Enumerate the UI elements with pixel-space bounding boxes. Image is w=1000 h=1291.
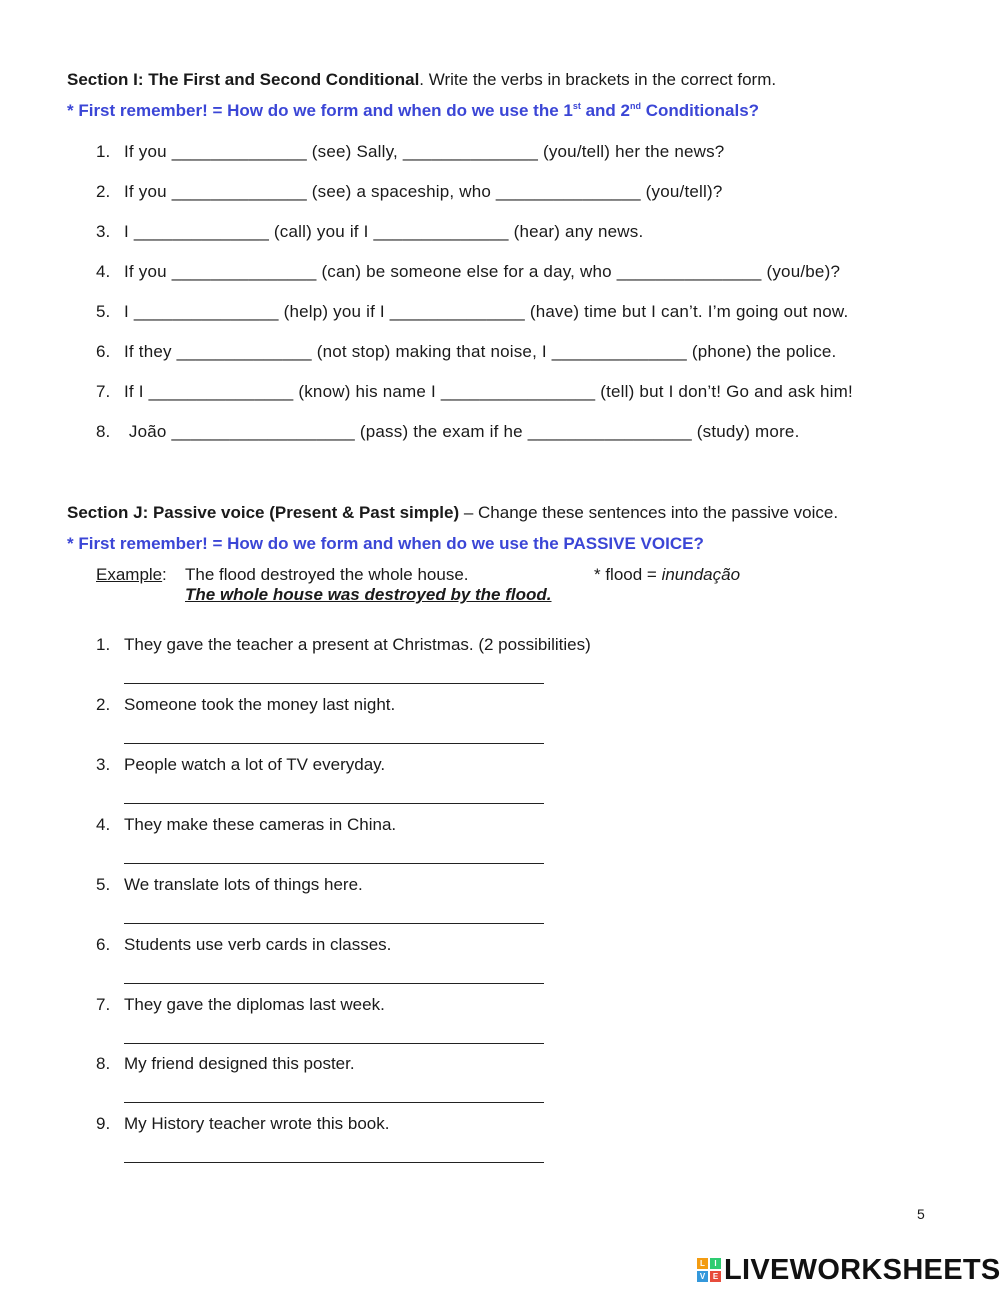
passive-item [96,695,395,715]
passive-item [96,1054,355,1074]
reminder-text: and 2 [580,101,630,120]
section-i-heading [67,70,776,90]
logo-block: E [710,1271,721,1282]
item-text: They gave the diplomas last week. [124,995,385,1014]
item-number: 9. [96,1114,111,1133]
example-sentence: The flood destroyed the whole house. [185,565,469,584]
conditional-item[interactable] [96,342,836,362]
passive-item [96,875,363,895]
page-number: 5 [917,1206,925,1222]
item-number: 8. [96,1054,111,1073]
answer-line[interactable] [124,1162,544,1163]
item-text: Someone took the money last night. [124,695,396,714]
logo-block: V [697,1271,708,1282]
item-number: 8. [96,422,111,441]
conditional-item[interactable] [96,222,643,242]
example-note [594,565,740,585]
passive-item [96,1114,389,1134]
item-number: 1. [96,635,111,654]
conditional-item[interactable] [96,422,800,442]
reminder-sup: nd [630,101,641,111]
item-number: 5. [96,875,111,894]
logo-block: L [697,1258,708,1269]
item-number: 7. [96,382,111,401]
item-number: 3. [96,222,111,241]
answer-line[interactable] [124,863,544,864]
example-colon: : [162,565,167,584]
conditional-item[interactable] [96,142,724,162]
logo-blocks-icon [697,1258,721,1282]
reminder-sup: st [572,101,581,111]
passive-example [96,565,796,609]
example-answer: The whole house was destroyed by the flood. [185,585,552,604]
passive-item [96,935,391,955]
item-text: They gave the teacher a present at Christmas. (2 possibilities) [124,635,591,654]
section-i-title: Section I: The First and Second Conditional [67,70,420,89]
item-number: 4. [96,815,111,834]
passive-item [96,755,385,775]
item-number: 6. [96,935,111,954]
item-text: We translate lots of things here. [124,875,363,894]
answer-line[interactable] [124,1102,544,1103]
item-number: 7. [96,995,111,1014]
passive-item [96,635,591,655]
section-j-reminder: * First remember! = How do we form and when do we use the PASSIVE VOICE? [67,534,704,553]
answer-line[interactable] [124,983,544,984]
logo-block: I [710,1258,721,1269]
item-text: I ______________ (call) you if I ______________ (hear) any news. [124,222,644,241]
note-prefix: * flood = [594,565,662,584]
item-number: 2. [96,182,111,201]
item-text: I _______________ (help) you if I ______________ (have) time but I can’t. I’m going out now. [124,302,849,321]
item-text: People watch a lot of TV everyday. [124,755,386,774]
answer-line[interactable] [124,923,544,924]
passive-item [96,995,385,1015]
item-text: My History teacher wrote this book. [124,1114,390,1133]
note-translation: inundação [661,565,741,584]
item-text: They make these cameras in China. [124,815,397,834]
answer-line[interactable] [124,803,544,804]
item-text: If you _______________ (can) be someone else for a day, who _______________ (you/be)? [124,262,841,281]
section-j-title: Section J: Passive voice (Present & Past simple) [67,503,460,522]
section-j-heading [67,503,838,523]
answer-line[interactable] [124,683,544,684]
conditional-item[interactable] [96,302,848,322]
item-number: 1. [96,142,111,161]
item-number: 2. [96,695,111,714]
item-number: 5. [96,302,111,321]
conditional-item[interactable] [96,182,723,202]
item-text: João ___________________ (pass) the exam if he _________________ (study) more. [124,422,800,441]
conditional-item[interactable] [96,382,853,402]
section-i-reminder [67,101,759,121]
item-number: 3. [96,755,111,774]
item-number: 6. [96,342,111,361]
logo-text: LIVEWORKSHEETS [724,1253,1000,1286]
section-i-instruction: . Write the verbs in brackets in the correct form. [419,70,777,89]
answer-line[interactable] [124,743,544,744]
conditional-item[interactable] [96,262,840,282]
item-text: Students use verb cards in classes. [124,935,392,954]
item-text: If you ______________ (see) a spaceship, who _______________ (you/tell)? [124,182,723,201]
liveworksheets-logo [697,1254,1000,1286]
item-text: My friend designed this poster. [124,1054,355,1073]
reminder-text: * First remember! = How do we form and when do we use the 1 [67,101,573,120]
item-text: If I _______________ (know) his name I ________________ (tell) but I don’t! Go and ask him! [124,382,853,401]
reminder-text: Conditionals? [641,101,760,120]
answer-line[interactable] [124,1043,544,1044]
item-number: 4. [96,262,111,281]
section-j-instruction: – Change these sentences into the passive voice. [459,503,839,522]
passive-item [96,815,396,835]
item-text: If you ______________ (see) Sally, ______________ (you/tell) her the news? [124,142,725,161]
item-text: If they ______________ (not stop) making that noise, I ______________ (phone) the police. [124,342,837,361]
example-label: Example [96,565,163,584]
